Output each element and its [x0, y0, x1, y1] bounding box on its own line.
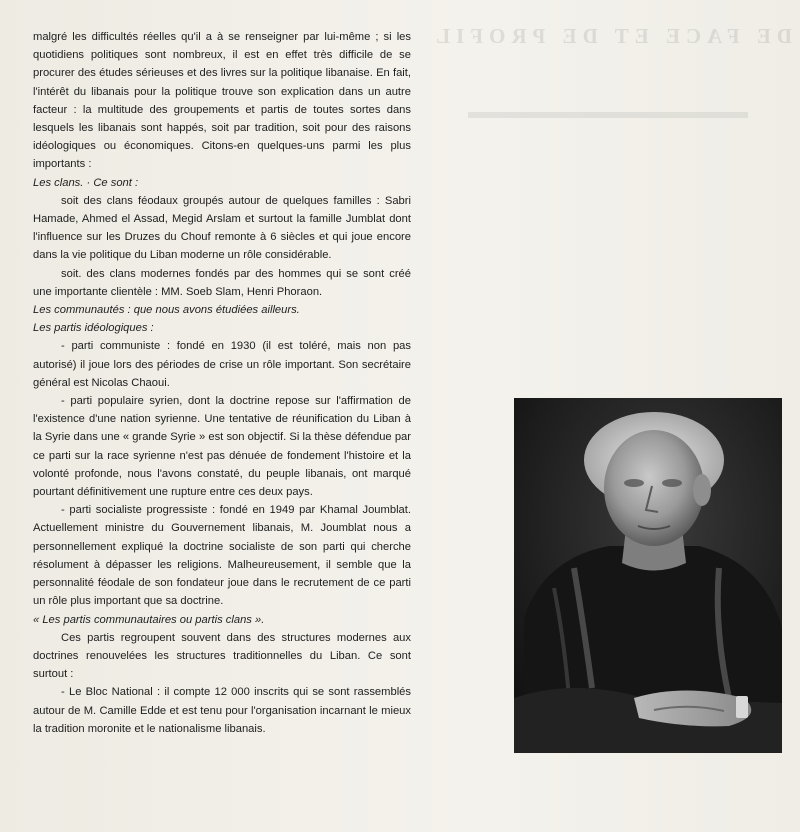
section-heading-partis-clans: « Les partis communautaires ou partis clans ».	[33, 613, 265, 626]
section-heading-communautes: Les communautés : que nous avons étudiées ailleurs.	[33, 304, 300, 317]
show-through-heading: DE FACE ET DE PROFIL	[430, 24, 792, 48]
paragraph: - parti populaire syrien, dont la doctrine repose sur l'affirmation de l'existence d'une nation syrienne. Une tentative de réunification du Liban à la Syrie dans une « grande Syrie » est son objectif. Si la thèse défendue par ce parti sur la race syrienne n'est pas dénuée de fondement l'histoire et la volonté profonde, nous l'avons constaté, du peuple libanais, ont marqué pourtant définitivement une rupture entre ces deux pays.	[33, 395, 411, 499]
paragraph: soit des clans féodaux groupés autour de quelques familles : Sabri Hamade, Ahmed el Assad, Megid Arslam et surtout la famille Jumblat dont l'influence sur les Druzes du Chouf remonte à 6 siècles et qui joue encore dans la vie politique du Liban moderne un rôle considérable.	[33, 194, 411, 262]
portrait-photo-image	[514, 398, 782, 753]
section-heading-clans: Les clans. · Ce sont :	[33, 176, 139, 189]
paragraph: - parti communiste : fondé en 1930 (il est toléré, mais non pas autorisé) il joue lors des périodes de crise un rôle important. Son secrétaire général est Nicolas Chaoui.	[33, 340, 411, 389]
section-heading-partis-ideologiques: Les partis idéologiques :	[33, 322, 154, 335]
text-column	[33, 28, 411, 738]
paragraph: soit. des clans modernes fondés par des hommes qui se sont créé une importante clientèle : MM. Soeb Slam, Henri Phoraon.	[33, 267, 411, 298]
show-through-rule	[468, 112, 748, 118]
paragraph: Ces partis regroupent souvent dans des structures modernes aux doctrines renouvelées les structures traditionnelles du Liban. Ce sont surtout :	[33, 631, 411, 681]
paragraph: - parti socialiste progressiste : fondé en 1949 par Khamal Joumblat. Actuellement ministre du Gouvernement libanais, M. Joumblat nous a personnellement expliqué la doctrine socialiste de son parti qui cherche résolument à dépasser les religions. Malheureusement, il semble que la personnalité féodale de son fondateur joue dans le recrutement de ce parti un rôle plus important que sa doctrine.	[33, 504, 411, 608]
paragraph: malgré les difficultés réelles qu'il a à se renseigner par lui-même ; si les quotidiens politiques sont nombreux, il est en effet très difficile de se procurer des études sérieuses et des livres sur la politique libanaise. En fait, l'intérêt du libanais pour la politique trouve son explication dans un autre facteur : la multitude des groupements et partis de toutes sortes dans lesquels les libanais sont happés, soit par tradition, soit pour des raisons idéologiques ou économiques. Citons-en quelques-uns parmi les plus importants :	[33, 31, 411, 171]
paragraph: - Le Bloc National : il compte 12 000 inscrits qui se sont rassemblés autour de M. Camille Edde et est tenu pour l'organisation incarnant le mieux la tradition moronite et le nationalisme libanais.	[33, 686, 411, 735]
portrait-photo	[514, 398, 782, 753]
